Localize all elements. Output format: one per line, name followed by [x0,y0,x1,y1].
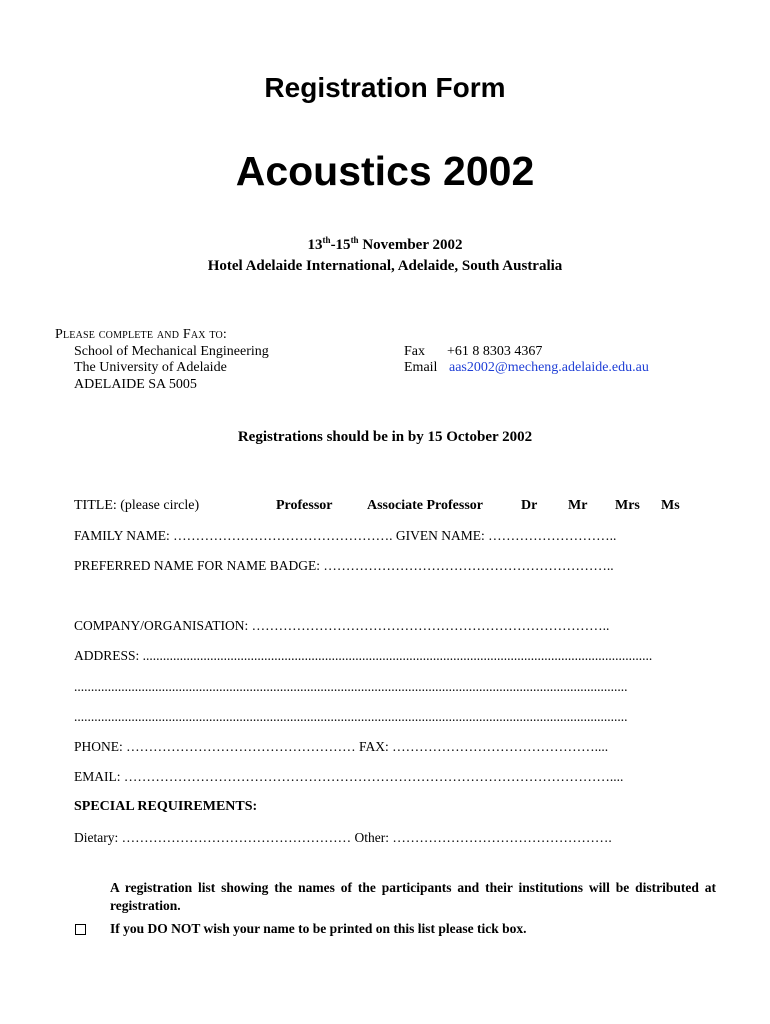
family-given-name-field[interactable]: FAMILY NAME: …………………………………………. GIVEN NAME: ……………………….. [74,528,617,543]
fax-instructions-heading: Please complete and Fax to: [55,327,228,342]
fax-label: Fax [404,344,425,359]
title-option-dr[interactable]: Dr [521,498,538,513]
special-requirements-heading: SPECIAL REQUIREMENTS: [74,799,258,814]
phone-fax-field[interactable]: PHONE: …………………………………………… FAX: ……………………………………….... [74,739,609,754]
event-title: Acoustics 2002 [235,148,535,194]
address-line-1: School of Mechanical Engineering [74,344,269,359]
company-field[interactable]: COMPANY/ORGANISATION: …………………………………………………………………….. [74,618,610,633]
email-label: Email [404,360,438,375]
date-month-year: November 2002 [358,237,463,253]
email-field[interactable]: EMAIL: ……………………………………………………………………………………………….... [74,769,624,784]
event-venue: Hotel Adelaide International, Adelaide, South Australia [207,258,563,274]
fax-number: +61 8 8303 4367 [447,344,543,359]
registration-deadline: Registrations should be in by 15 October 2002 [237,429,533,445]
address-field[interactable]: ADDRESS: ....................................................................................................................................................... [74,648,653,663]
title-option-professor[interactable]: Professor [276,498,333,513]
title-option-mrs[interactable]: Mrs [615,498,640,513]
address-line-3: ADELAIDE SA 5005 [74,377,197,392]
title-option-mr[interactable]: Mr [568,498,588,513]
contact-email-link[interactable]: aas2002@mecheng.adelaide.edu.au [449,360,649,375]
title-option-ms[interactable]: Ms [661,498,680,513]
address-field-line-3[interactable]: .................................................................................................................................................................... [74,709,628,724]
exclude-name-checkbox[interactable] [75,924,86,935]
date-start: 13 [307,237,323,253]
date-suffix-1: th [322,235,331,245]
exclude-name-checkbox-label: If you DO NOT wish your name to be printed on this list please tick box. [110,921,527,936]
title-label: TITLE: (please circle) [74,498,200,513]
date-end: -15 [330,237,351,253]
form-title: Registration Form [264,72,506,103]
event-dates [0,237,770,254]
title-option-associate-professor[interactable]: Associate Professor [367,498,483,513]
address-line-2: The University of Adelaide [74,360,227,375]
registration-list-notice: A registration list showing the names of the participants and their institutions will be distributed at registration. [110,880,716,913]
address-field-line-2[interactable]: .................................................................................................................................................................... [74,679,628,694]
preferred-name-field[interactable]: PREFERRED NAME FOR NAME BADGE: ……………………………………………………….. [74,558,614,573]
date-suffix-2: th [350,235,359,245]
dietary-other-field[interactable]: Dietary: …………………………………………… Other: …………………………………………. [74,830,612,845]
